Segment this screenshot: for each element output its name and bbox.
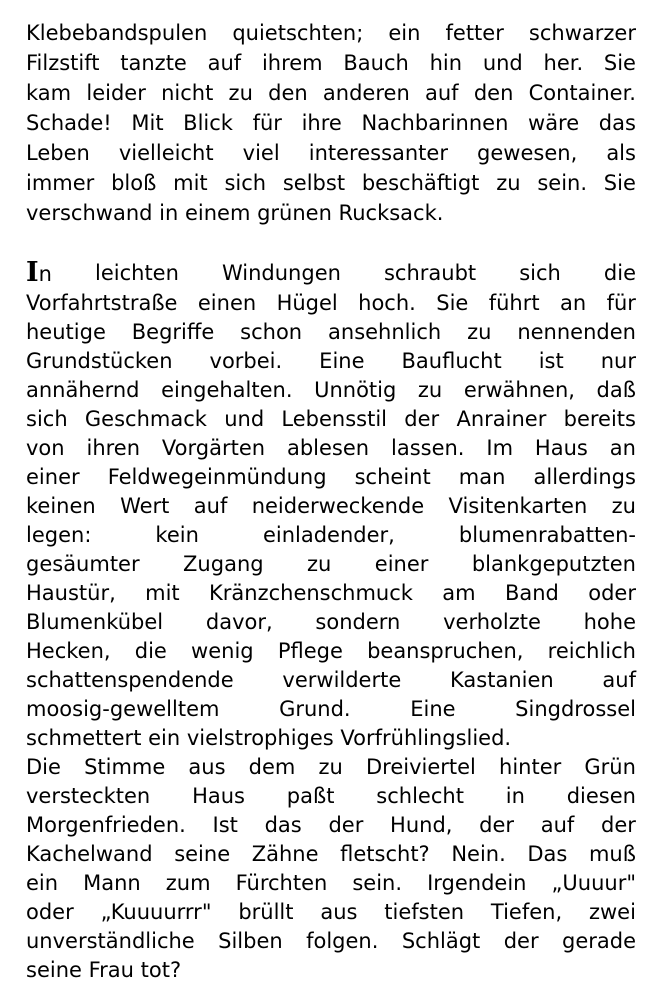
text-line: Kachelwand seine Zähne fletscht? Nein. Das muß xyxy=(26,842,636,866)
text-line: Schade! Mit Blick für ihre Nachbarinnen wäre das xyxy=(26,111,636,135)
text-line: schattenspendende verwilderte Kastanien auf xyxy=(26,668,636,692)
drop-cap: I xyxy=(26,257,39,288)
text-line: Vorfahrtstraße einen Hügel hoch. Sie führt an für xyxy=(26,291,636,315)
text-line: keinen Wert auf neiderweckende Visitenkarten zu xyxy=(26,494,636,518)
text-line: immer bloß mit sich selbst beschäftigt zu sein. Sie xyxy=(26,171,636,195)
text-line: Die Stimme aus dem zu Dreiviertel hinter Grün xyxy=(26,755,636,779)
text-line: Leben vielleicht viel interessanter gewesen, als xyxy=(26,141,636,165)
text-line: von ihren Vorgärten ablesen lassen. Im Haus an xyxy=(26,436,636,460)
text-line: schmettert ein vielstrophiges Vorfrühlingslied. xyxy=(26,726,512,750)
text-line: Morgenfrieden. Ist das der Hund, der auf der xyxy=(26,813,636,837)
text-line: Filzstift tanzte auf ihrem Bauch hin und her. Sie xyxy=(26,51,636,75)
text-line: In leichten Windungen schraubt sich die xyxy=(26,257,636,288)
text-line: verschwand in einem grünen Rucksack. xyxy=(26,201,444,225)
text-line: Haustür, mit Kränzchenschmuck am Band oder xyxy=(26,581,636,605)
text-line: seine Frau tot? xyxy=(26,958,182,982)
text-line: versteckten Haus paßt schlecht in diesen xyxy=(26,784,636,808)
text-line: gesäumter Zugang zu einer blankgeputzten xyxy=(26,552,636,576)
text-line: Klebebandspulen quietschten; ein fetter schwarzer xyxy=(26,21,636,45)
text-line: sich Geschmack und Lebensstil der Anrainer bereits xyxy=(26,407,636,431)
text-line: Grundstücken vorbei. Eine Bauflucht ist nur xyxy=(26,349,636,373)
text-line: unverständliche Silben folgen. Schlägt der gerade xyxy=(26,929,636,953)
text-line: oder „Kuuuurrr" brüllt aus tiefsten Tiefen, zwei xyxy=(26,900,636,924)
text-line: kam leider nicht zu den anderen auf den Container. xyxy=(26,81,636,105)
text-line: ein Mann zum Fürchten sein. Irgendein „Uuuur" xyxy=(26,871,636,895)
text-line: Hecken, die wenig Pflege beanspruchen, reichlich xyxy=(26,639,636,663)
text-line: Blumenkübel davor, sondern verholzte hohe xyxy=(26,610,636,634)
text-line: moosig-gewelltem Grund. Eine Singdrossel xyxy=(26,697,636,721)
text-line: legen: kein einladender, blumenrabatten- xyxy=(26,523,636,547)
text-line: heutige Begriffe schon ansehnlich zu nennenden xyxy=(26,320,636,344)
text-line: annähernd eingehalten. Unnötig zu erwähnen, daß xyxy=(26,378,636,402)
text-line: einer Feldwegeinmündung scheint man allerdings xyxy=(26,465,636,489)
